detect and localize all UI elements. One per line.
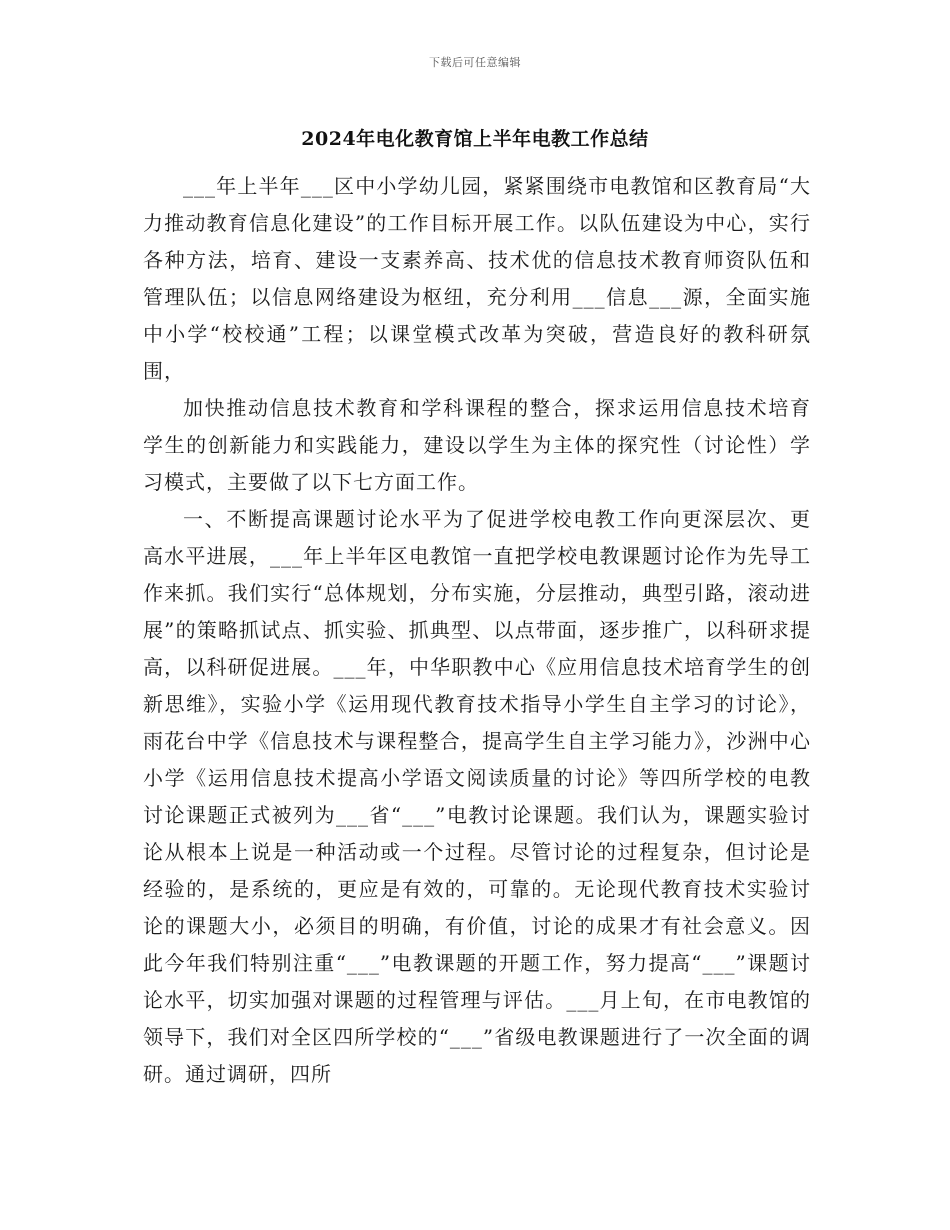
paragraph-section-one: 一、不断提高课题讨论水平为了促进学校电教工作向更深层次、更高水平进展，___年上半年区电教馆一直把学校电教课题讨论作为先导工作来抓。我们实行“总体规划，分布实施，分层推动，典型引路，滚动进展”的策略抓试点、抓实验、抓典型、以点带面，逐步推广，以科研求提高，以科研促进展。___年，中华职教中心《应用信息技术培育学生的创新思维》，实验小学《运用现代教育技术指导小学生自主学习的讨论》，雨花台中学《信息技术与课程整合，提高学生自主学习能力》，沙洲中心小学《运用信息技术提高小学语文阅读质量的讨论》等四所学校的电教讨论课题正式被列为___省“___”电教讨论课题。我们认为，课题实验讨论从根本上说是一种活动或一个过程。尽管讨论的过程复杂，但讨论是经验的，是系统的，更应是有效的，可靠的。无论现代教育技术实验讨论的课题大小，必须目的明确，有价值，讨论的成果才有社会意义。因此今年我们特别注重“___”电教课题的开题工作，努力提高“___”课题讨论水平，切实加强对课题的过程管理与评估。___月上旬，在市电教馆的领导下，我们对全区四所学校的“___”省级电教课题进行了一次全面的调研。通过调研，四所 bbox=[143, 507, 811, 1086]
document-title: 2024年电化教育馆上半年电教工作总结 bbox=[301, 128, 649, 150]
paragraph-intro: ___年上半年___区中小学幼儿园，紧紧围绕市电教馆和区教育局“大力推动教育信息化建设”的工作目标开展工作。以队伍建设为中心，实行各种方法，培育、建设一支素养高、技术优的信息技术教育师资队伍和管理队伍；以信息网络建设为枢纽，充分利用___信息___源，全面实施中小学“校校通”工程；以课堂模式改革为突破，营造良好的教科研氛围， bbox=[143, 174, 811, 383]
header-note: 下载后可任意编辑 bbox=[429, 56, 521, 69]
paragraph-summary: 加快推动信息技术教育和学科课程的整合，探求运用信息技术培育学生的创新能力和实践能力，建设以学生为主体的探究性（讨论性）学习模式，主要做了以下七方面工作。 bbox=[143, 396, 811, 494]
document-body bbox=[143, 168, 811, 1093]
